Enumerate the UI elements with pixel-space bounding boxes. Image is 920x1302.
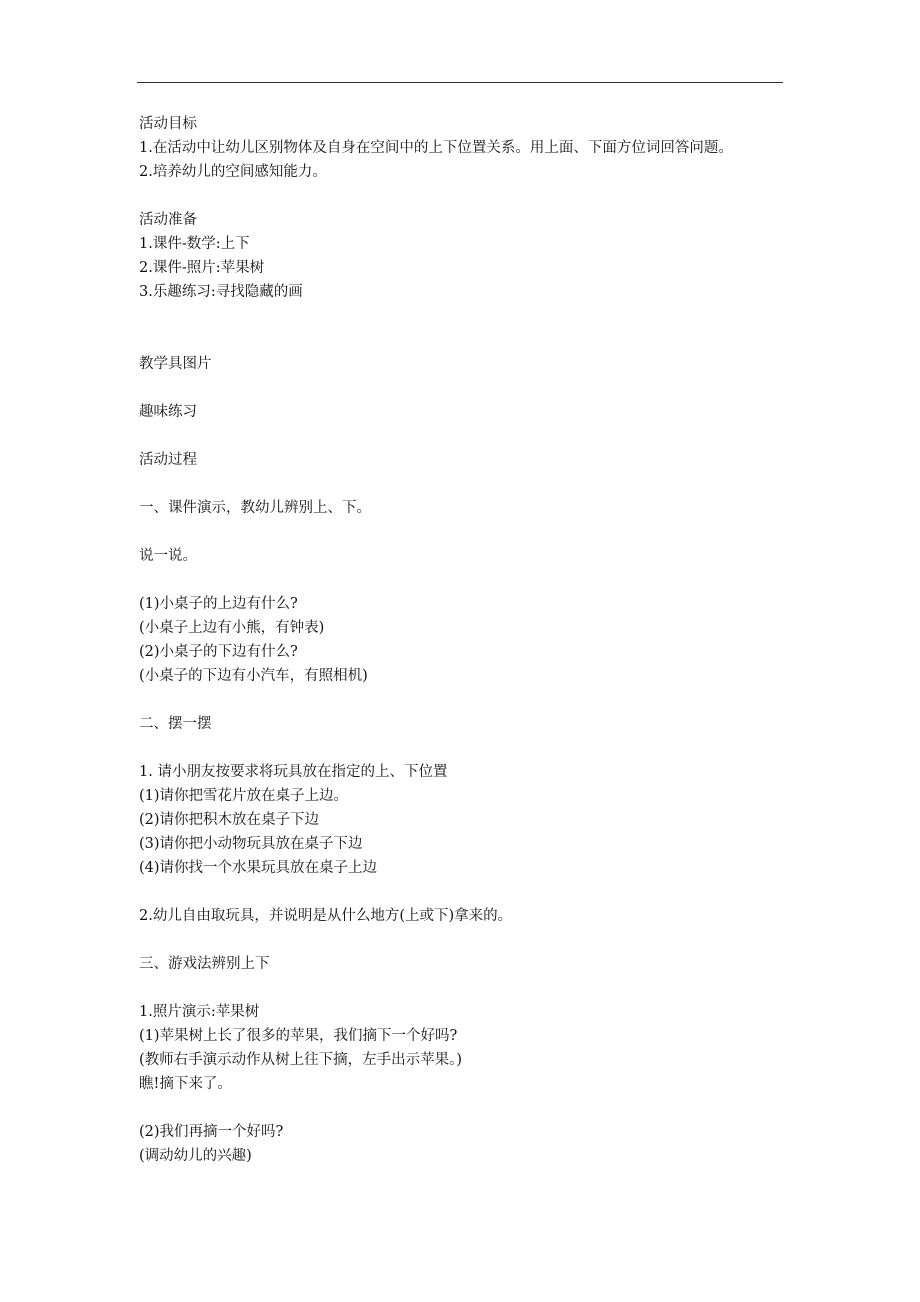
header-rule <box>137 82 783 83</box>
part2-line-2: (1)请你把雪花片放在桌子上边。 <box>139 788 349 804</box>
part2-line-4: (3)请你把小动物玩具放在桌子下边 <box>139 836 363 852</box>
part2-title: 二、摆一摆 <box>139 716 212 732</box>
part2-item-2: 2.幼儿自由取玩具，并说明是从什么地方(上或下)拿来的。 <box>139 908 513 924</box>
heading-practice: 趣味练习 <box>139 404 197 420</box>
part2-line-3: (2)请你把积木放在桌子下边 <box>139 812 320 828</box>
prep-item-3: 3.乐趣练习:寻找隐藏的画 <box>139 284 303 300</box>
section-heading-goal: 活动目标 <box>139 116 197 132</box>
part3-line-1: 1.照片演示:苹果树 <box>139 1004 260 1020</box>
part1-line-1: (1)小桌子的上边有什么? <box>139 596 298 612</box>
part3-line-4: 瞧!摘下来了。 <box>139 1076 232 1092</box>
part3-line-2: (1)苹果树上长了很多的苹果，我们摘下一个好吗? <box>139 1028 458 1044</box>
heading-pictures: 教学具图片 <box>139 356 212 372</box>
document-body <box>139 112 899 1168</box>
part2-line-1: 1. 请小朋友按要求将玩具放在指定的上、下位置 <box>139 764 448 780</box>
prep-item-2: 2.课件-照片:苹果树 <box>139 260 265 276</box>
part3-line-5: (2)我们再摘一个好吗? <box>139 1124 284 1140</box>
goal-item-1: 1.在活动中让幼儿区别物体及自身在空间中的上下位置关系。用上面、下面方位词回答问题。 <box>139 140 733 156</box>
part1-line-3: (2)小桌子的下边有什么? <box>139 644 298 660</box>
heading-process: 活动过程 <box>139 452 197 468</box>
part3-title: 三、游戏法辨别上下 <box>139 956 270 972</box>
part1-say: 说一说。 <box>139 548 197 564</box>
part2-line-5: (4)请你找一个水果玩具放在桌子上边 <box>139 860 378 876</box>
part3-line-3: (教师右手演示动作从树上往下摘，左手出示苹果。) <box>139 1052 463 1068</box>
part1-title: 一、课件演示，教幼儿辨别上、下。 <box>139 500 371 516</box>
part3-line-6: (调动幼儿的兴趣) <box>139 1148 252 1164</box>
section-heading-prep: 活动准备 <box>139 212 197 228</box>
part1-line-2: (小桌子上边有小熊，有钟表) <box>139 620 325 636</box>
goal-item-2: 2.培养幼儿的空间感知能力。 <box>139 164 327 180</box>
part1-line-4: (小桌子的下边有小汽车，有照相机) <box>139 668 368 684</box>
prep-item-1: 1.课件-数学:上下 <box>139 236 250 252</box>
